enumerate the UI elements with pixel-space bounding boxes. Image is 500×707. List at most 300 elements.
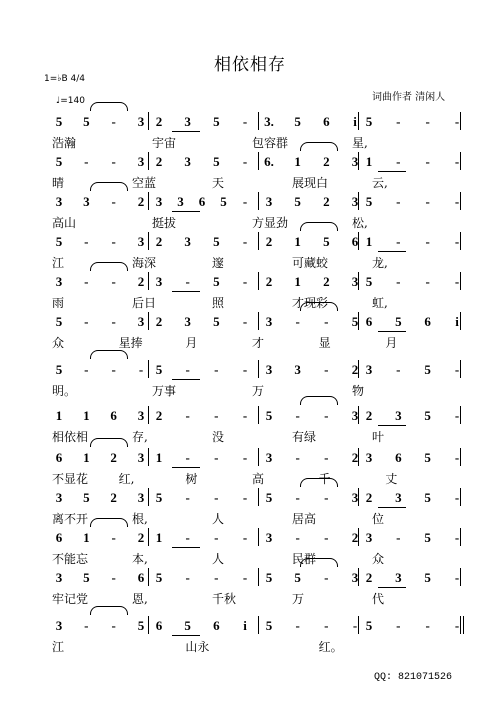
note: 3 <box>137 314 145 329</box>
note: - <box>295 618 300 633</box>
note: 3 <box>395 408 402 423</box>
lyric: 叶 <box>372 430 385 444</box>
note: 1 <box>294 234 301 249</box>
note: 5 <box>424 408 431 423</box>
lyric: 民群 <box>292 552 317 566</box>
notes-line <box>0 526 500 548</box>
note: 6 <box>198 194 206 209</box>
note: - <box>185 490 190 505</box>
note: - <box>84 274 89 289</box>
note: - <box>111 570 116 585</box>
note: - <box>324 490 329 505</box>
note: 5 <box>213 274 220 289</box>
notes-line <box>0 190 500 212</box>
note: 5 <box>365 618 373 633</box>
note: 5 <box>323 234 330 249</box>
note: 5 <box>55 234 63 249</box>
lyric: 包容群 <box>252 136 289 150</box>
notes-line <box>0 614 500 636</box>
lyric: 相依相 <box>52 430 89 444</box>
bar-line <box>460 112 461 130</box>
note: - <box>454 618 460 633</box>
lyric: 人 <box>212 512 225 526</box>
bar-line <box>358 360 359 378</box>
lyric: 离不开 <box>52 512 89 526</box>
note: 3 <box>351 408 359 423</box>
bar-line <box>258 616 259 634</box>
bar-line <box>358 568 359 586</box>
lyric: 雨 <box>52 296 65 310</box>
beam-underline <box>172 211 200 212</box>
beam-underline <box>172 467 200 468</box>
note: 3 <box>137 234 145 249</box>
lyric: 江 <box>52 640 65 654</box>
note: 2 <box>351 362 359 377</box>
beam-underline <box>378 507 406 508</box>
composer-credit: 词曲作者 清闲人 <box>372 92 446 103</box>
lyric: 月 <box>185 336 198 350</box>
note: - <box>242 154 248 169</box>
note: 5 <box>294 194 301 209</box>
note: - <box>242 314 248 329</box>
beam-underline <box>172 547 200 548</box>
slur-arc <box>90 518 128 527</box>
note: 3 <box>351 490 359 505</box>
lyric: 虹, <box>372 296 388 310</box>
lyric: 挺拔 <box>152 216 177 230</box>
note: 5 <box>83 490 90 505</box>
lyric: 存, <box>132 430 148 444</box>
note: - <box>242 274 248 289</box>
note: - <box>214 408 219 423</box>
note: 6 <box>424 314 431 329</box>
note: 3 <box>55 570 63 585</box>
note: - <box>214 362 219 377</box>
note: 1 <box>155 530 163 545</box>
note: 3 <box>55 618 63 633</box>
note: - <box>84 362 89 377</box>
note: - <box>396 234 401 249</box>
note: 5 <box>213 114 220 129</box>
note: 3 <box>294 362 301 377</box>
notes-line <box>0 110 500 132</box>
note: 5 <box>184 618 191 633</box>
beam-underline <box>378 171 406 172</box>
note: 3 <box>184 234 191 249</box>
notes-line <box>0 358 500 380</box>
note: 1 <box>365 154 373 169</box>
lyric: 方显劲 <box>252 216 289 230</box>
lyric: 人 <box>212 552 225 566</box>
slur-arc <box>300 558 338 567</box>
bar-line <box>258 406 259 424</box>
note: - <box>324 530 329 545</box>
note: 5 <box>294 570 301 585</box>
note: 5 <box>55 114 63 129</box>
note: - <box>214 570 219 585</box>
note: 3 <box>265 362 273 377</box>
note: 1 <box>294 154 301 169</box>
note: 6 <box>351 234 359 249</box>
note: 2 <box>110 450 117 465</box>
lyric: 千 <box>318 472 331 486</box>
lyric: 没 <box>212 430 225 444</box>
note: 5 <box>55 314 63 329</box>
note: - <box>425 618 430 633</box>
lyric: 代 <box>372 592 385 606</box>
score-row <box>0 614 500 670</box>
note: - <box>396 362 401 377</box>
bar-line <box>358 488 359 506</box>
note: 1 <box>155 450 163 465</box>
note: i <box>243 618 247 633</box>
lyric: 不显花 <box>52 472 89 486</box>
note: - <box>454 114 460 129</box>
bar-line <box>148 360 149 378</box>
note: 3 <box>351 194 359 209</box>
beam-underline <box>378 251 406 252</box>
bar-line <box>358 192 359 210</box>
lyric: 云, <box>372 176 388 190</box>
beam-underline <box>172 635 200 636</box>
note: - <box>185 274 190 289</box>
note: 5 <box>213 314 220 329</box>
note: 5 <box>351 314 359 329</box>
slur-arc <box>300 478 338 487</box>
note: 5 <box>365 274 373 289</box>
note: 6 <box>55 450 63 465</box>
bar-line <box>358 528 359 546</box>
note: 3 <box>155 194 163 209</box>
note: - <box>242 362 248 377</box>
note: 1 <box>83 450 90 465</box>
lyric: 物 <box>352 384 365 398</box>
bar-line <box>460 528 461 546</box>
note: - <box>242 490 248 505</box>
note: - <box>111 618 116 633</box>
note: - <box>352 618 358 633</box>
beam-underline <box>172 291 200 292</box>
note: 3 <box>265 314 273 329</box>
note: - <box>396 618 401 633</box>
slur-arc <box>90 350 128 359</box>
bar-line <box>148 312 149 330</box>
note: - <box>84 234 89 249</box>
note: 2 <box>265 274 273 289</box>
note: - <box>84 154 89 169</box>
note: 2 <box>137 274 145 289</box>
note: 5 <box>294 114 301 129</box>
note: - <box>242 570 248 585</box>
note: - <box>454 570 460 585</box>
note: 3 <box>155 274 163 289</box>
note: - <box>324 570 329 585</box>
note: 2 <box>365 570 373 585</box>
note: - <box>242 114 248 129</box>
bar-line <box>148 488 149 506</box>
lyric: 牢记党 <box>52 592 89 606</box>
lyric: 显 <box>318 336 331 350</box>
note: - <box>396 194 401 209</box>
note: 3 <box>365 362 373 377</box>
note: 5 <box>265 408 273 423</box>
note: - <box>242 408 248 423</box>
note: - <box>324 408 329 423</box>
note: 5 <box>155 490 163 505</box>
lyric: 居高 <box>292 512 317 526</box>
note: - <box>185 530 190 545</box>
lyric: 海深 <box>132 256 157 270</box>
beam-underline <box>172 379 200 380</box>
lyric: 才现彩 <box>292 296 329 310</box>
note: 5 <box>265 570 273 585</box>
bar-line <box>258 112 259 130</box>
beam-underline <box>172 131 200 132</box>
note: 2 <box>155 314 163 329</box>
note: 2 <box>323 154 330 169</box>
lyrics-line <box>0 334 500 354</box>
bar-line <box>258 528 259 546</box>
note: 2 <box>351 450 359 465</box>
note: 2 <box>351 530 359 545</box>
note: i <box>353 114 357 129</box>
note: - <box>242 234 248 249</box>
lyric: 星捧 <box>118 336 143 350</box>
bar-line <box>148 272 149 290</box>
note: - <box>242 194 248 209</box>
bar-line <box>148 192 149 210</box>
note: 3 <box>177 194 184 209</box>
note: - <box>425 114 430 129</box>
lyric: 展现白 <box>292 176 329 190</box>
note: 6 <box>323 114 330 129</box>
notes-line <box>0 566 500 588</box>
note: - <box>454 450 460 465</box>
note: 3 <box>351 570 359 585</box>
note: 3 <box>395 490 402 505</box>
note: - <box>454 234 460 249</box>
note: 1 <box>83 408 90 423</box>
note: 3 <box>137 490 145 505</box>
note: - <box>84 314 89 329</box>
note: 5 <box>395 314 402 329</box>
bar-line <box>460 488 461 506</box>
lyric: 后日 <box>132 296 157 310</box>
note: 3 <box>184 154 191 169</box>
bar-line <box>358 152 359 170</box>
note: 2 <box>155 408 163 423</box>
bar-line <box>460 232 461 250</box>
note: - <box>111 274 116 289</box>
lyric: 不能忘 <box>52 552 89 566</box>
bar-line <box>148 568 149 586</box>
lyric: 众 <box>372 552 385 566</box>
note: 6 <box>155 618 163 633</box>
lyric: 星, <box>352 136 368 150</box>
note: 3 <box>137 154 145 169</box>
note: 5 <box>83 114 90 129</box>
note: 3 <box>55 274 63 289</box>
bar-line <box>258 360 259 378</box>
note: 2 <box>137 194 145 209</box>
lyric: 红。 <box>318 640 343 654</box>
note: 3 <box>395 570 402 585</box>
lyric: 万 <box>252 384 265 398</box>
note: 5 <box>424 362 431 377</box>
lyric: 可藏蛟 <box>292 256 329 270</box>
bar-line <box>258 152 259 170</box>
bar-line <box>358 448 359 466</box>
note: - <box>454 274 460 289</box>
bar-line <box>148 528 149 546</box>
note: - <box>454 154 460 169</box>
lyric: 邃 <box>212 256 225 270</box>
lyric: 高 <box>252 472 265 486</box>
bar-line <box>258 448 259 466</box>
note: 6 <box>365 314 373 329</box>
note: - <box>84 618 89 633</box>
note: 3 <box>55 490 63 505</box>
note: 3 <box>184 314 191 329</box>
notes-line <box>0 404 500 426</box>
bar-line <box>148 448 149 466</box>
note: - <box>242 530 248 545</box>
note: - <box>295 450 300 465</box>
bar-line <box>358 112 359 130</box>
note: 5 <box>137 618 145 633</box>
note: - <box>295 530 300 545</box>
lyric: 根, <box>132 512 148 526</box>
lyric: 位 <box>372 512 385 526</box>
notes-line <box>0 270 500 292</box>
note: 2 <box>137 530 145 545</box>
note: - <box>324 362 329 377</box>
lyric: 照 <box>212 296 225 310</box>
note: - <box>396 154 401 169</box>
notes-line <box>0 310 500 332</box>
note: 5 <box>424 450 431 465</box>
beam-underline <box>378 587 406 588</box>
slur-arc <box>300 302 338 311</box>
beam-underline <box>378 331 406 332</box>
note: - <box>111 194 116 209</box>
lyrics-line <box>0 638 500 658</box>
lyric: 本, <box>132 552 148 566</box>
note: 2 <box>365 408 373 423</box>
bar-line <box>258 488 259 506</box>
lyric: 月 <box>385 336 398 350</box>
bar-line <box>258 232 259 250</box>
bar-line <box>460 616 461 634</box>
note: - <box>454 362 460 377</box>
note: - <box>242 450 248 465</box>
lyric: 浩瀚 <box>52 136 77 150</box>
note: 5 <box>213 234 220 249</box>
bar-line <box>358 406 359 424</box>
lyric: 才 <box>252 336 265 350</box>
note: - <box>425 274 430 289</box>
slur-arc <box>300 222 338 231</box>
note: 5 <box>424 490 431 505</box>
lyrics-line <box>0 428 500 448</box>
note: 3 <box>55 194 63 209</box>
note: - <box>454 408 460 423</box>
lyric: 红, <box>118 472 135 486</box>
note: - <box>214 450 219 465</box>
note: - <box>185 450 190 465</box>
lyric: 树 <box>185 472 198 486</box>
bar-line <box>460 152 461 170</box>
bar-line <box>148 152 149 170</box>
note: 1 <box>365 234 373 249</box>
note: 2 <box>323 274 330 289</box>
note: 6 <box>110 408 117 423</box>
note: 5 <box>365 194 373 209</box>
note: 1 <box>294 274 301 289</box>
note: 6 <box>55 530 63 545</box>
bar-line <box>148 232 149 250</box>
note: 2 <box>155 154 163 169</box>
note: - <box>454 194 460 209</box>
lyric: 天 <box>212 176 225 190</box>
lyric: 龙, <box>372 256 388 270</box>
note: 3 <box>365 530 373 545</box>
bar-line <box>258 192 259 210</box>
note: - <box>185 570 190 585</box>
note: 1 <box>83 530 90 545</box>
note: - <box>111 114 116 129</box>
notes-line <box>0 150 500 172</box>
song-title: 相依相存 <box>214 55 286 75</box>
note: - <box>454 530 460 545</box>
note: 3 <box>265 194 273 209</box>
bar-line <box>148 112 149 130</box>
bar-line <box>460 192 461 210</box>
bar-line <box>460 360 461 378</box>
note: i <box>455 314 459 329</box>
lyric: 丈 <box>385 472 398 486</box>
note: 2 <box>155 114 163 129</box>
note: - <box>425 234 430 249</box>
notes-line <box>0 446 500 468</box>
slur-arc <box>90 102 128 111</box>
note: - <box>111 234 116 249</box>
slur-arc <box>300 396 338 405</box>
bar-line <box>258 568 259 586</box>
note: 3 <box>137 114 145 129</box>
note: 5 <box>265 490 273 505</box>
note: 3. <box>264 114 274 129</box>
bar-line <box>358 616 359 634</box>
lyric: 万 <box>292 592 305 606</box>
lyric: 高山 <box>52 216 77 230</box>
note: 3 <box>365 450 373 465</box>
note: 5 <box>424 530 431 545</box>
note: - <box>454 490 460 505</box>
note: - <box>295 490 300 505</box>
lyric: 恩, <box>132 592 148 606</box>
note: 3 <box>265 530 273 545</box>
lyrics-line <box>0 382 500 402</box>
note: 5 <box>155 362 163 377</box>
note: 2 <box>365 490 373 505</box>
note: 5 <box>424 570 431 585</box>
note: - <box>111 154 116 169</box>
note: 2 <box>110 490 117 505</box>
slur-arc <box>90 606 128 615</box>
slur-arc <box>300 142 338 151</box>
note: - <box>295 408 300 423</box>
